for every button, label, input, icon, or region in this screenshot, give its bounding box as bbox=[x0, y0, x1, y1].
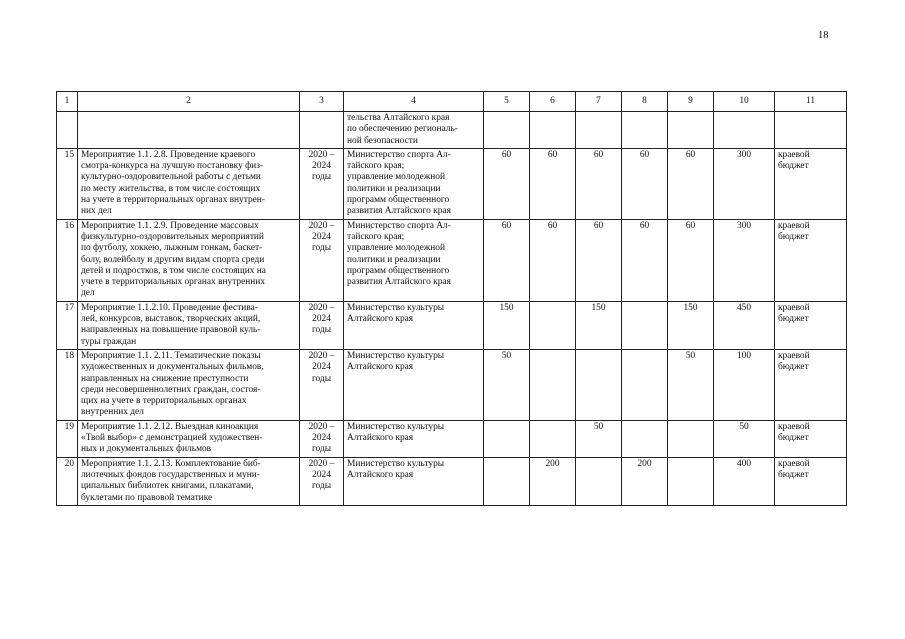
executor bbox=[344, 349, 484, 420]
measure-name bbox=[78, 301, 300, 349]
amount-v10: 450 bbox=[714, 301, 775, 349]
funding-source-line: краевой bbox=[778, 350, 810, 361]
amount-v9: 150 bbox=[668, 301, 714, 349]
row-number: 15 bbox=[57, 148, 78, 219]
amount-v9: 60 bbox=[668, 148, 714, 219]
funding-source-line: бюджет bbox=[778, 161, 809, 172]
measure-name bbox=[78, 457, 300, 505]
amount-v10 bbox=[714, 112, 775, 149]
amount-v5: 60 bbox=[484, 148, 530, 219]
executor-line: Министерство культуры bbox=[347, 350, 445, 361]
period-line: 2024 bbox=[312, 231, 331, 242]
header-row bbox=[57, 92, 847, 112]
header-cell: 9 bbox=[668, 92, 714, 112]
measure-name-line: смотра-конкурса на лучшую постановку физ- bbox=[81, 161, 264, 172]
executor-line: Министерство культуры bbox=[347, 421, 445, 432]
table-row bbox=[57, 420, 847, 457]
amount-v10: 300 bbox=[714, 219, 775, 301]
row-number: 17 bbox=[57, 301, 78, 349]
measure-name-line: буклетами по правовой тематике bbox=[81, 492, 213, 503]
table-row bbox=[57, 349, 847, 420]
amount-v7: 50 bbox=[576, 420, 622, 457]
amount-v8 bbox=[622, 420, 668, 457]
header-cell: 2 bbox=[78, 92, 300, 112]
period-line: 2020 – bbox=[308, 421, 335, 432]
amount-v6 bbox=[530, 349, 576, 420]
measure-name-line: учете в территориальных органах внутренних bbox=[81, 277, 266, 288]
measure-name-line: Мероприятие 1.1. 2.13. Комплектование биб- bbox=[81, 458, 261, 469]
amount-v5 bbox=[484, 112, 530, 149]
amount-v6: 60 bbox=[530, 148, 576, 219]
executor-line: управление молодежной bbox=[347, 243, 445, 254]
measure-name-line: внутренних дел bbox=[81, 407, 144, 418]
funding-source bbox=[775, 112, 847, 149]
amount-v8: 60 bbox=[622, 148, 668, 219]
page-number: 18 bbox=[818, 30, 829, 41]
funding-source-line: краевой bbox=[778, 458, 810, 469]
funding-source-line: бюджет bbox=[778, 231, 809, 242]
row-number: 20 bbox=[57, 457, 78, 505]
amount-v9: 50 bbox=[668, 349, 714, 420]
measure-name-line: направленных на повышение правовой куль- bbox=[81, 325, 261, 336]
measure-name-line: культурно-оздоровительной работы с детьми bbox=[81, 172, 261, 183]
amount-v7 bbox=[576, 112, 622, 149]
program-table bbox=[56, 91, 847, 506]
measure-name-line: лей, конкурсов, выставок, творческих акций, bbox=[81, 314, 261, 325]
measure-name-line: по месту жительства, в том числе состоящих bbox=[81, 183, 261, 194]
period-line: годы bbox=[311, 481, 332, 492]
funding-source bbox=[775, 219, 847, 301]
measure-name-line: Мероприятие 1.1. 2.12. Выездная киноакция bbox=[81, 421, 259, 432]
header-cell: 5 bbox=[484, 92, 530, 112]
table-row bbox=[57, 112, 847, 149]
row-number: 18 bbox=[57, 349, 78, 420]
funding-source-line: бюджет bbox=[778, 469, 809, 480]
amount-v10: 300 bbox=[714, 148, 775, 219]
amount-v10: 100 bbox=[714, 349, 775, 420]
funding-source-line: краевой bbox=[778, 421, 810, 432]
period-line: 2024 bbox=[312, 362, 331, 373]
header-cell: 6 bbox=[530, 92, 576, 112]
funding-source-line: бюджет bbox=[778, 362, 809, 373]
executor-line: ной безопасности bbox=[347, 135, 418, 146]
row-number bbox=[57, 112, 78, 149]
amount-v10: 400 bbox=[714, 457, 775, 505]
amount-v9 bbox=[668, 112, 714, 149]
executor-line: развития Алтайского края bbox=[347, 277, 451, 288]
amount-v8 bbox=[622, 349, 668, 420]
funding-source-line: краевой bbox=[778, 149, 810, 160]
executor bbox=[344, 420, 484, 457]
measure-name-line: болу, волейболу и другим видам спорта среди bbox=[81, 254, 265, 265]
executor-line: Алтайского края bbox=[347, 469, 414, 480]
period-line: 2024 bbox=[312, 469, 331, 480]
amount-v7 bbox=[576, 349, 622, 420]
executor-line: управление молодежной bbox=[347, 172, 445, 183]
executor-line: политики и реализации bbox=[347, 254, 441, 265]
period-line: 2020 – bbox=[308, 302, 335, 313]
amount-v9 bbox=[668, 457, 714, 505]
measure-name bbox=[78, 349, 300, 420]
amount-v6 bbox=[530, 112, 576, 149]
measure-name-line: «Твой выбор» с демонстрацией художествен- bbox=[81, 433, 263, 444]
period bbox=[300, 112, 344, 149]
executor-line: тайского края; bbox=[347, 231, 405, 242]
funding-source-line: краевой bbox=[778, 220, 810, 231]
header-cell: 7 bbox=[576, 92, 622, 112]
header-cell: 4 bbox=[344, 92, 484, 112]
period bbox=[300, 219, 344, 301]
period-line: 2020 – bbox=[308, 350, 335, 361]
funding-source bbox=[775, 301, 847, 349]
measure-name bbox=[78, 219, 300, 301]
period-line: 2024 bbox=[312, 161, 331, 172]
period bbox=[300, 349, 344, 420]
measure-name-line: Мероприятие 1.1. 2.8. Проведение краевого bbox=[81, 149, 256, 160]
measure-name-line: художественных и документальных фильмов, bbox=[81, 362, 264, 373]
measure-name-line: направленных на снижение преступности bbox=[81, 373, 249, 384]
amount-v7 bbox=[576, 457, 622, 505]
row-number: 16 bbox=[57, 219, 78, 301]
period-line: годы bbox=[311, 243, 332, 254]
executor-line: программ общественного bbox=[347, 195, 450, 206]
measure-name-line: ципальных библиотек книгами, плакатами, bbox=[81, 481, 254, 492]
executor bbox=[344, 219, 484, 301]
period bbox=[300, 420, 344, 457]
table-body bbox=[57, 112, 847, 506]
amount-v7: 60 bbox=[576, 148, 622, 219]
measure-name-line: щих на учете в территориальных органах bbox=[81, 396, 247, 407]
amount-v5: 50 bbox=[484, 349, 530, 420]
executor bbox=[344, 457, 484, 505]
measure-name-line: дел bbox=[81, 288, 95, 299]
executor-line: тельства Алтайского края bbox=[347, 113, 450, 123]
amount-v6: 200 bbox=[530, 457, 576, 505]
table-row bbox=[57, 457, 847, 505]
amount-v5 bbox=[484, 457, 530, 505]
measure-name bbox=[78, 112, 300, 149]
period-line: годы bbox=[311, 172, 332, 183]
executor-line: по обеспечению региональ- bbox=[347, 124, 458, 135]
measure-name-line: лиотечных фондов государственных и муни- bbox=[81, 469, 260, 480]
executor-line: программ общественного bbox=[347, 265, 450, 276]
executor bbox=[344, 112, 484, 149]
period bbox=[300, 301, 344, 349]
amount-v9: 60 bbox=[668, 219, 714, 301]
measure-name-line: туры граждан bbox=[81, 336, 137, 347]
executor bbox=[344, 148, 484, 219]
measure-name bbox=[78, 420, 300, 457]
period-line: 2020 – bbox=[308, 149, 335, 160]
table-row bbox=[57, 219, 847, 301]
header-cell: 3 bbox=[300, 92, 344, 112]
measure-name-line: Мероприятие 1.1.2.10. Проведение фестива- bbox=[81, 302, 258, 313]
funding-source-line: бюджет bbox=[778, 433, 809, 444]
amount-v7: 150 bbox=[576, 301, 622, 349]
executor-line: Алтайского края bbox=[347, 433, 414, 444]
measure-name-line: детей и подростков, в том числе состоящих на bbox=[81, 265, 266, 276]
executor-line: Министерство культуры bbox=[347, 302, 445, 313]
funding-source bbox=[775, 457, 847, 505]
header-cell: 1 bbox=[57, 92, 78, 112]
amount-v8 bbox=[622, 112, 668, 149]
executor bbox=[344, 301, 484, 349]
amount-v5: 60 bbox=[484, 219, 530, 301]
header-cell: 10 bbox=[714, 92, 775, 112]
funding-source bbox=[775, 148, 847, 219]
measure-name-line: среди несовершеннолетних граждан, состоя- bbox=[81, 384, 261, 395]
period-line: 2024 bbox=[312, 433, 331, 444]
amount-v5: 150 bbox=[484, 301, 530, 349]
amount-v8: 200 bbox=[622, 457, 668, 505]
amount-v10: 50 bbox=[714, 420, 775, 457]
amount-v7: 60 bbox=[576, 219, 622, 301]
period-line: 2024 bbox=[312, 314, 331, 325]
measure-name-line: Мероприятие 1.1. 2.9. Проведение массовых bbox=[81, 220, 259, 231]
funding-source bbox=[775, 420, 847, 457]
header-cell: 8 bbox=[622, 92, 668, 112]
executor-line: Министерство спорта Ал- bbox=[347, 220, 451, 231]
measure-name-line: физкультурно-оздоровительных мероприятий bbox=[81, 231, 264, 242]
measure-name-line: Мероприятие 1.1. 2.11. Тематические показы bbox=[81, 350, 261, 361]
period bbox=[300, 457, 344, 505]
table-row bbox=[57, 301, 847, 349]
measure-name-line: ных и документальных фильмов bbox=[81, 444, 212, 455]
executor-line: политики и реализации bbox=[347, 183, 441, 194]
executor-line: тайского края; bbox=[347, 161, 405, 172]
table-row bbox=[57, 148, 847, 219]
amount-v6 bbox=[530, 420, 576, 457]
executor-line: Министерство культуры bbox=[347, 458, 445, 469]
row-number: 19 bbox=[57, 420, 78, 457]
amount-v9 bbox=[668, 420, 714, 457]
period-line: годы bbox=[311, 444, 332, 455]
period-line: 2020 – bbox=[308, 220, 335, 231]
funding-source-line: краевой bbox=[778, 302, 810, 313]
amount-v6: 60 bbox=[530, 219, 576, 301]
amount-v8 bbox=[622, 301, 668, 349]
executor-line: развития Алтайского края bbox=[347, 206, 451, 217]
period-line: годы bbox=[311, 325, 332, 336]
measure-name-line: на учете в территориальных органах внутрен- bbox=[81, 195, 265, 206]
amount-v6 bbox=[530, 301, 576, 349]
header-cell: 11 bbox=[775, 92, 847, 112]
executor-line: Алтайского края bbox=[347, 362, 414, 373]
amount-v8: 60 bbox=[622, 219, 668, 301]
measure-name-line: по футболу, хоккею, лыжным гонкам, баскет- bbox=[81, 243, 263, 254]
period bbox=[300, 148, 344, 219]
period-line: годы bbox=[311, 373, 332, 384]
period-line: 2020 – bbox=[308, 458, 335, 469]
amount-v5 bbox=[484, 420, 530, 457]
funding-source-line: бюджет bbox=[778, 314, 809, 325]
measure-name bbox=[78, 148, 300, 219]
funding-source bbox=[775, 349, 847, 420]
executor-line: Министерство спорта Ал- bbox=[347, 149, 451, 160]
executor-line: Алтайского края bbox=[347, 314, 414, 325]
measure-name-line: них дел bbox=[81, 206, 112, 217]
